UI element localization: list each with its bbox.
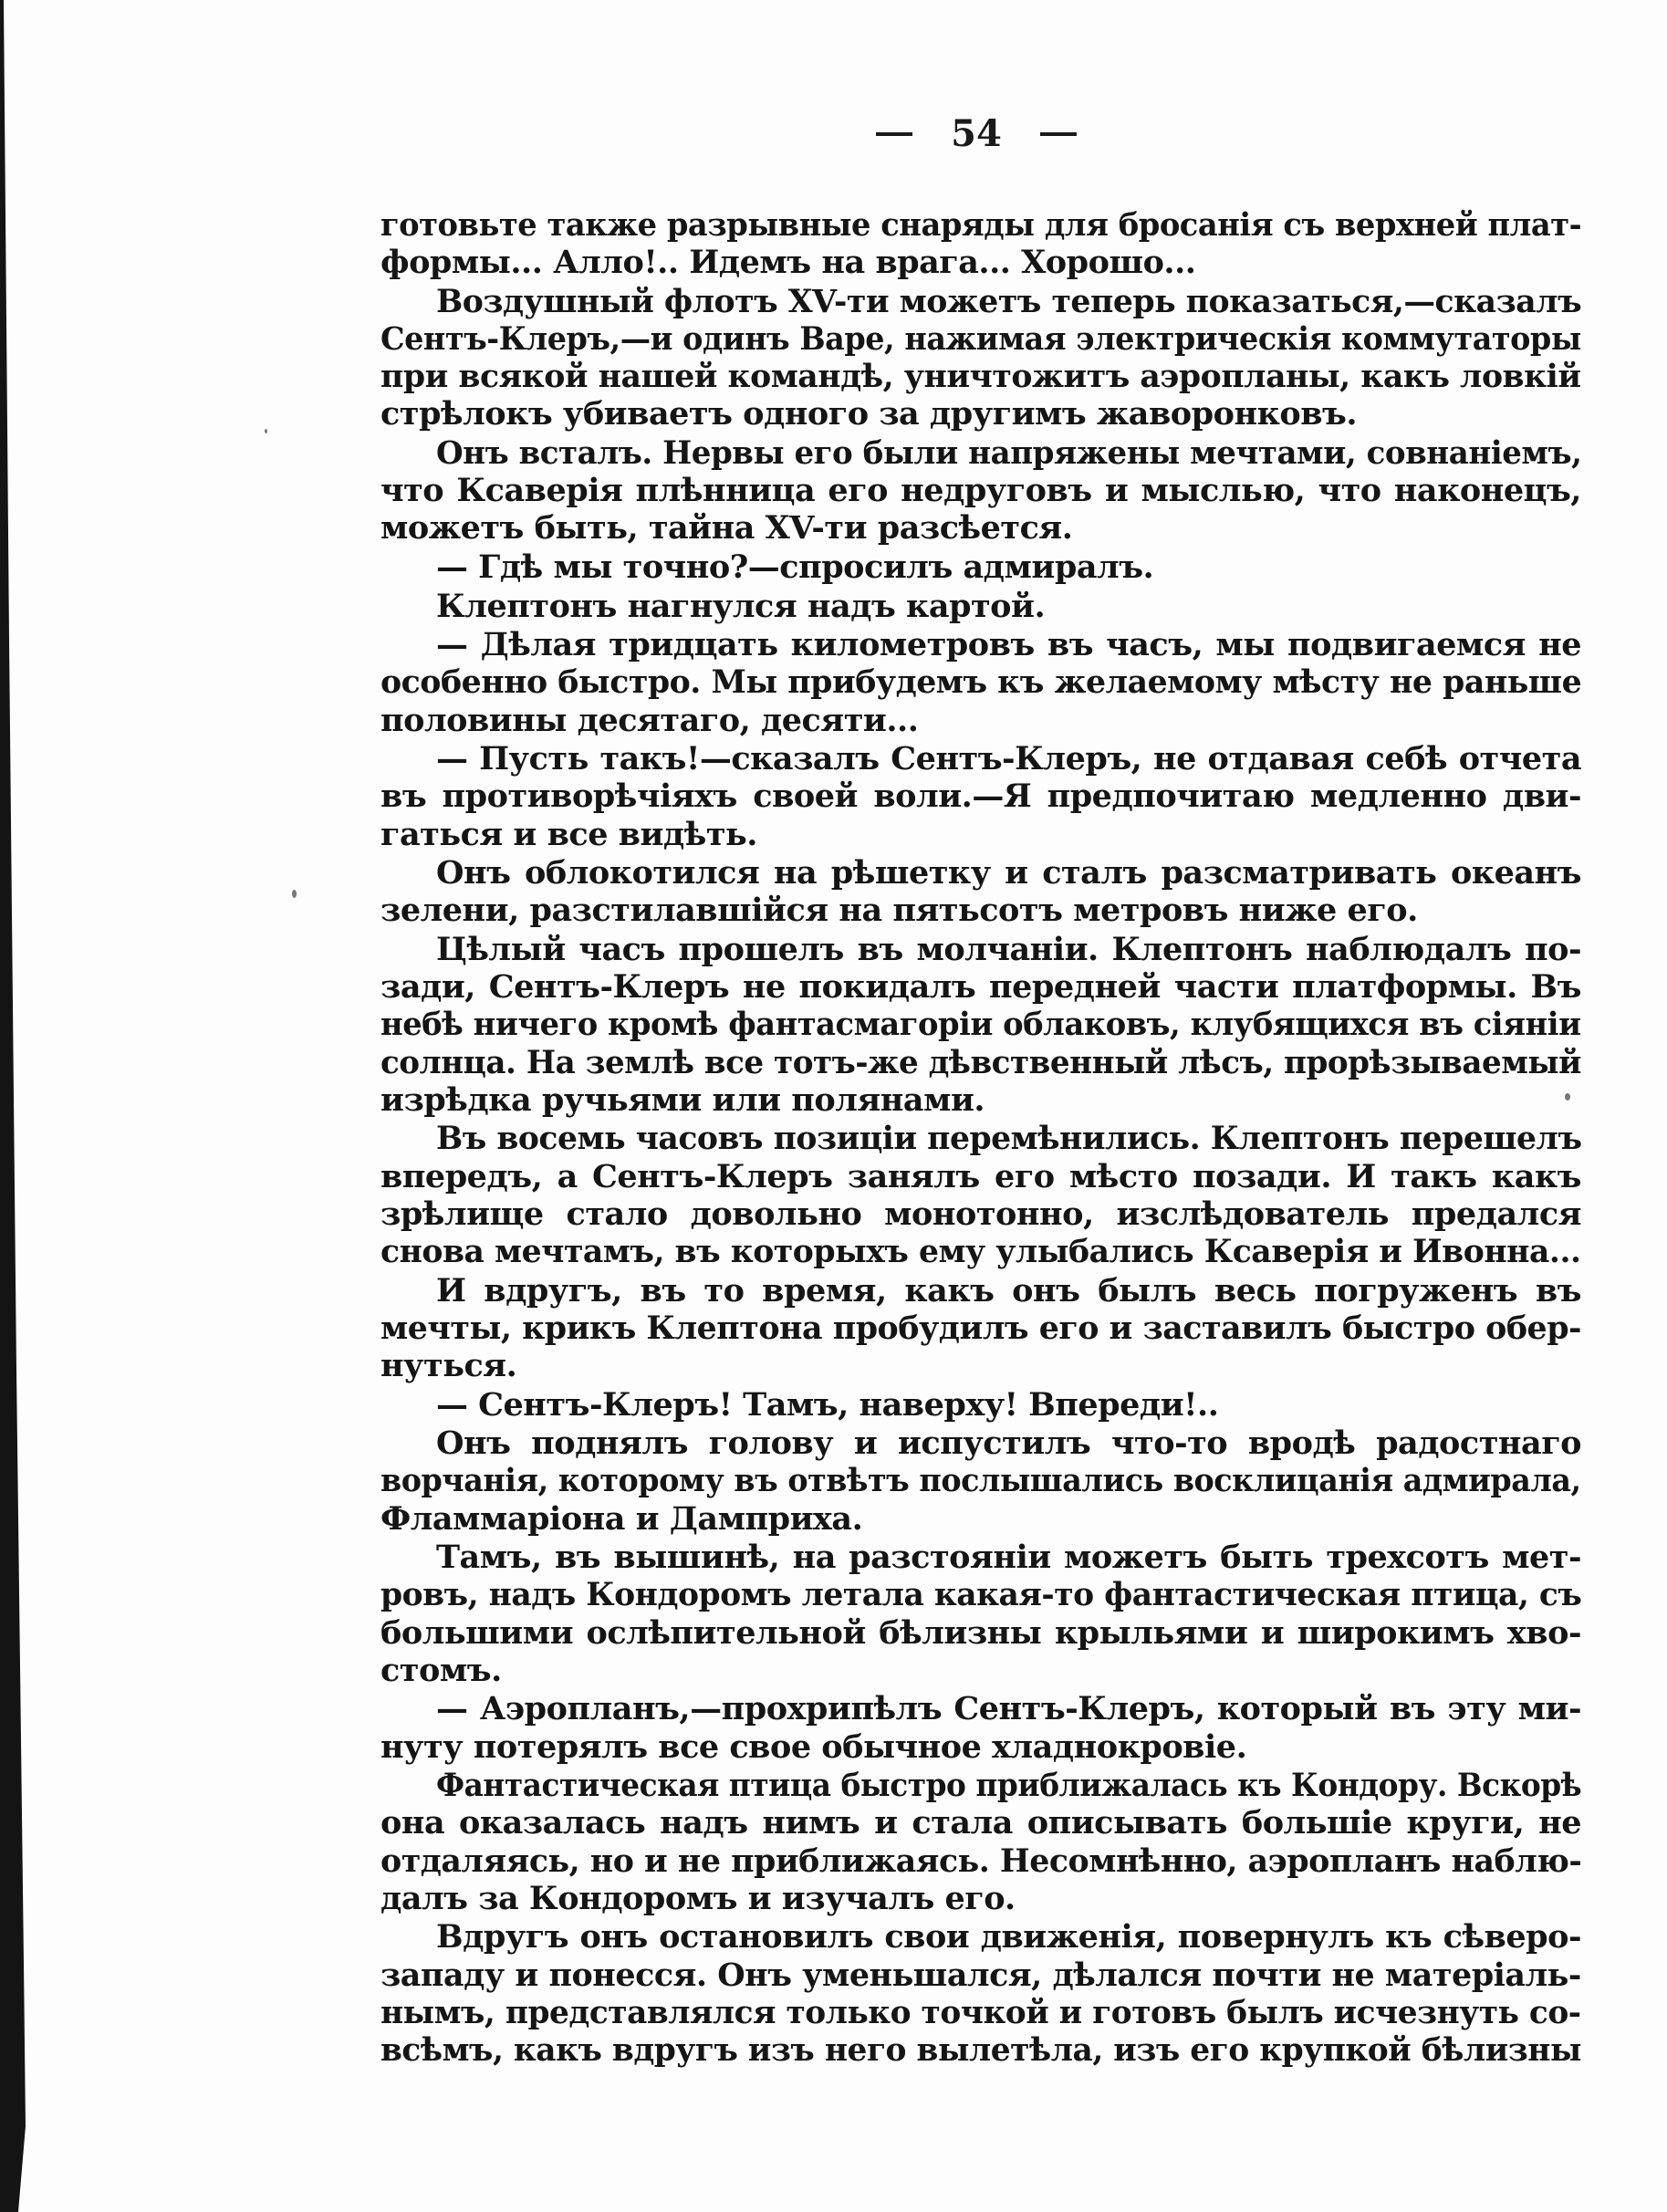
text-line: нуту потерялъ все свое обычное хладнокровіе. <box>380 1727 1247 1766</box>
text-line: гаться и все видѣть. <box>380 815 757 853</box>
text-line: стомъ. <box>380 1651 502 1689</box>
text-line: Онъ облокотился на рѣшетку и сталъ разсматривать океанъ <box>436 854 1581 892</box>
text-line: западу и понесся. Онъ уменьшался, дѣлался почти не матеріаль- <box>380 1956 1581 1994</box>
text-line: формы... Алло!.. Идемъ на врага... Хорошо... <box>380 244 1196 282</box>
text-line: изрѣдка ручьями или полянами. <box>380 1080 985 1119</box>
text-line: далъ за Кондоромъ и изучалъ его. <box>380 1879 1016 1917</box>
text-line: Вдругъ онъ остановилъ свои движенія, повернулъ къ сѣверо- <box>436 1918 1581 1956</box>
text-line: зелени, разстилавшійся на пятьсотъ метровъ ниже его. <box>380 892 1418 930</box>
text-line: Тамъ, въ вышинѣ, на разстояніи можетъ быть трехсотъ мет- <box>436 1539 1581 1577</box>
text-line: Въ восемь часовъ позиціи перемѣнились. Клептонъ перешелъ <box>436 1120 1582 1158</box>
text-line: при всякой нашей командѣ, уничтожитъ аэропланы, какъ ловкій <box>380 358 1581 396</box>
text-line: она оказалась надъ нимъ и стала описывать большіе круги, не <box>380 1804 1581 1842</box>
text-line: нуться. <box>380 1347 517 1384</box>
text-line: Воздушный флотъ XV-ти можетъ теперь показаться,—сказалъ <box>436 282 1582 320</box>
text-line: Цѣлый часъ прошелъ въ молчаніи. Клептонъ наблюдалъ по- <box>436 931 1581 968</box>
text-line: Онъ поднялъ голову и испустилъ что-то вродѣ радостнаго <box>436 1424 1581 1463</box>
text-line: зрѣлище стало довольно монотонно, изслѣдователь предался <box>380 1195 1581 1233</box>
text-line: большими ослѣпительной бѣлизны крыльями и широкимъ хво- <box>380 1613 1581 1652</box>
text-line: половины десятаго, десяти... <box>380 701 919 739</box>
text-line: солнца. На землѣ все тотъ-же дѣвственный лѣсъ, прорѣзываемый <box>380 1043 1581 1081</box>
text-line: — Гдѣ мы точно?—спросилъ адмиралъ. <box>436 548 1154 586</box>
text-line: — Пусть такъ!—сказалъ Сентъ-Клеръ, не отдавая себѣ отчета <box>436 740 1581 778</box>
text-line: Фантастическая птица быстро приближалась къ Кондору. Вскорѣ <box>436 1767 1582 1805</box>
page-number-value: 54 <box>951 112 1002 155</box>
text-line: Клептонъ нагнулся надъ картой. <box>436 587 1046 625</box>
text-line: — Аэропланъ,—прохрипѣлъ Сентъ-Клеръ, который въ эту ми- <box>436 1690 1581 1728</box>
text-line: можетъ быть, тайна XV-ти разсѣется. <box>380 509 1073 548</box>
text-line: ровъ, надъ Кондоромъ летала какая-то фантастическая птица, съ <box>380 1576 1582 1614</box>
text-line: — Дѣлая тридцать километровъ въ часъ, мы подвигаемся не <box>436 626 1581 664</box>
text-line: Сентъ-Клеръ,—и одинъ Варе, нажимая электрическія коммутаторы <box>380 320 1581 358</box>
text-line: снова мечтамъ, въ которыхъ ему улыбались Ксаверія и Ивонна... <box>380 1233 1581 1270</box>
text-line: всѣмъ, какъ вдругъ изъ него вылетѣла, изъ его крупкой бѣлизны <box>380 2031 1581 2069</box>
text-line: отдаляясь, но и не приближаясь. Несомнѣнно, аэропланъ наблю- <box>380 1842 1582 1880</box>
text-line: что Ксаверія плѣнница его недруговъ и мыслью, что наконецъ, <box>380 472 1581 510</box>
text-line: — Сентъ-Клеръ! Тамъ, наверху! Впереди!.. <box>436 1385 1219 1424</box>
text-line: небѣ ничего кромѣ фантасмагоріи облаковъ, клубящихся въ сіяніи <box>380 1006 1581 1044</box>
text-line: готовьте также разрывные снаряды для бросанія съ верхней плат- <box>380 206 1582 244</box>
text-line: нымъ, представлялся только точкой и готовъ былъ исчезнуть со- <box>380 1993 1581 2031</box>
text-line: мечты, крикъ Клептона пробудилъ его и заставилъ быстро обер- <box>380 1309 1582 1347</box>
text-line: И вдругъ, въ то время, какъ онъ былъ весь погруженъ въ <box>436 1271 1581 1309</box>
text-line: Фламмаріона и Дамприха. <box>380 1499 863 1538</box>
text-line: въ противорѣчіяхъ своей воли.—Я предпочитаю медленно дви- <box>380 777 1581 816</box>
text-line: впередъ, а Сентъ-Клеръ занялъ его мѣсто позади. И такъ какъ <box>380 1157 1581 1195</box>
text-line: особенно быстро. Мы прибудемъ къ желаемому мѣсту не раньше <box>380 663 1582 702</box>
text-line: зади, Сентъ-Клеръ не покидалъ передней части платформы. Въ <box>380 968 1581 1007</box>
text-line: Онъ всталъ. Нервы его были напряжены мечтами, совнаніемъ, <box>436 434 1582 472</box>
text-line: ворчанія, которому въ отвѣтъ послышались восклицанія адмирала, <box>380 1462 1581 1500</box>
text-line: стрѣлокъ убиваетъ одного за другимъ жаворонковъ. <box>380 395 1358 433</box>
